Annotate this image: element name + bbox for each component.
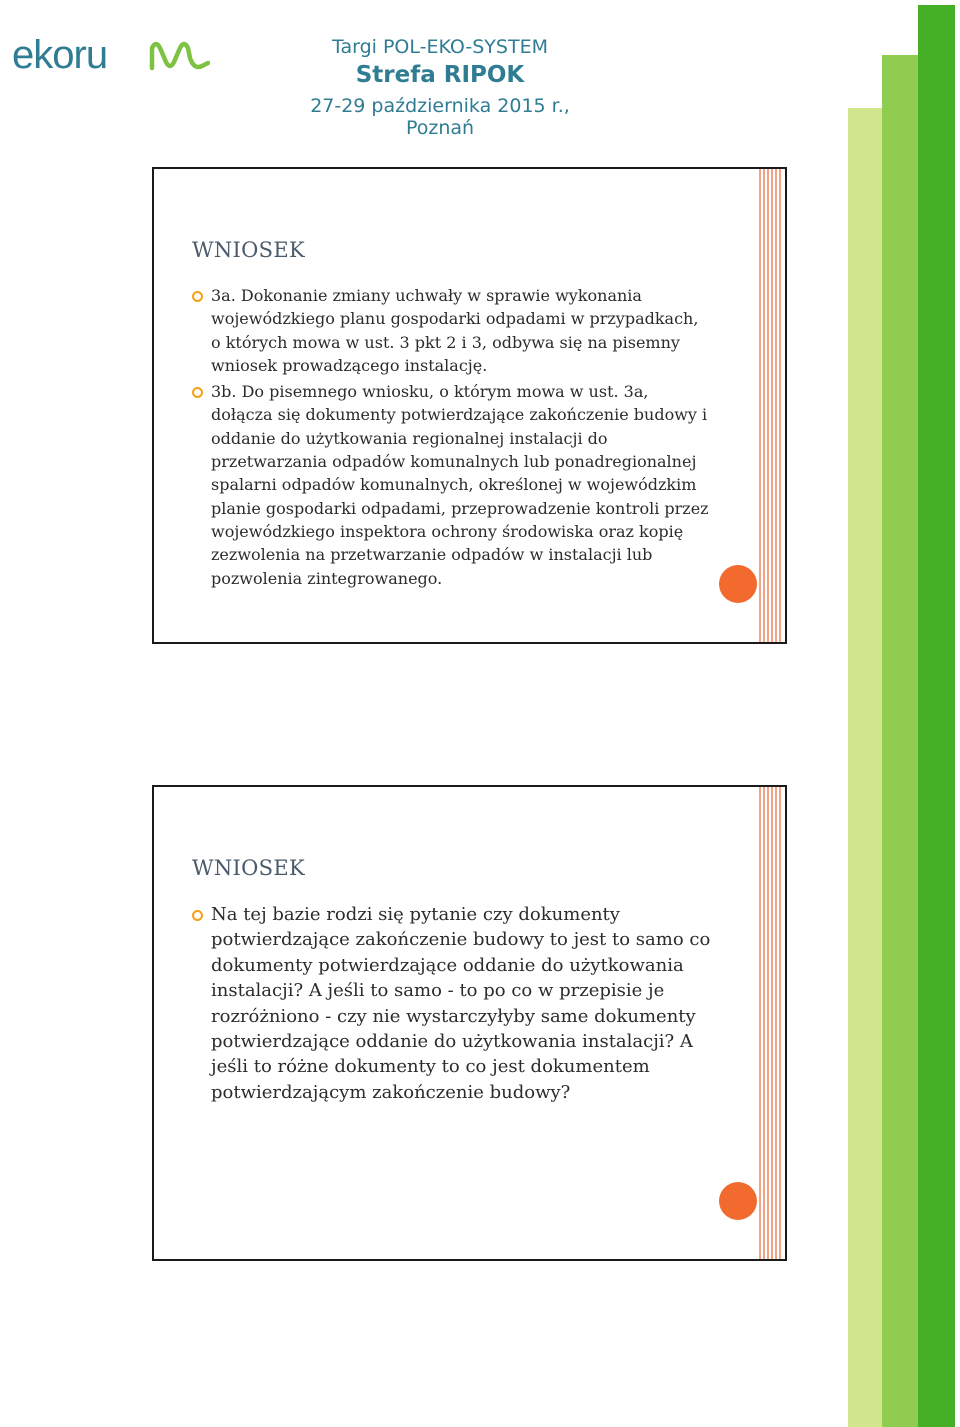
bullet-list bbox=[192, 902, 712, 1105]
bullet-list bbox=[192, 284, 712, 593]
bullet-text: 3b. Do pisemnego wniosku, o którym mowa w ust. 3a, dołącza się dokumenty potwierdzające zakończenie budowy i oddanie do użytkowania regionalnej instalacji do przetwarzania odpadów komunalnych lub ponadregionalnej spalarni odpadów komunalnych, określonej w wojewódzkim planie gospodarki odpadami, przeprowadzenie kontroli przez wojewódzkiego inspektora ochrony środowiska oraz kopię zezwolenia na przetwarzanie odpadów w instalacji lub pozwolenia zintegrowanego. bbox=[211, 382, 709, 588]
decor-bar-light bbox=[848, 108, 882, 1427]
decor-bar-dark bbox=[918, 5, 955, 1427]
list-item bbox=[192, 380, 712, 590]
bullet-circle-icon bbox=[192, 910, 203, 921]
slide-stripes bbox=[759, 169, 783, 642]
orange-dot-icon bbox=[719, 1182, 757, 1220]
event-name: Targi POL-EKO-SYSTEM bbox=[332, 36, 548, 58]
slide-stripes bbox=[759, 787, 783, 1259]
slide-title: WNIOSEK bbox=[192, 238, 305, 262]
event-date: 27-29 października 2015 r., Poznań bbox=[310, 95, 570, 139]
slide-title: WNIOSEK bbox=[192, 856, 305, 880]
svg-text:ekoru: ekoru bbox=[12, 33, 108, 77]
list-item bbox=[192, 902, 712, 1105]
event-zone: Strefa RIPOK bbox=[355, 62, 525, 88]
bullet-text: Na tej bazie rodzi się pytanie czy dokumenty potwierdzające zakończenie budowy to jest to samo co dokumenty potwierdzające oddanie do użytkowania instalacji? A jeśli to samo - to po co w przepisie je rozróżniono - czy nie wystarczyłyby same dokumenty potwierdzające oddanie do użytkowania instalacji? A jeśli to różne dokumenty to co jest dokumentem potwierdzającym zakończenie budowy? bbox=[211, 904, 711, 1103]
ekorum-logo bbox=[10, 30, 210, 80]
bullet-circle-icon bbox=[192, 291, 203, 302]
slide-1 bbox=[152, 167, 787, 644]
decor-bar-mid bbox=[882, 55, 918, 1427]
orange-dot-icon bbox=[719, 565, 757, 603]
bullet-circle-icon bbox=[192, 387, 203, 398]
slide-2 bbox=[152, 785, 787, 1261]
list-item bbox=[192, 284, 712, 377]
bullet-text: 3a. Dokonanie zmiany uchwały w sprawie wykonania wojewódzkiego planu gospodarki odpadami w przypadkach, o których mowa w ust. 3 pkt 2 i 3, odbywa się na pisemny wniosek prowadzącego instalację. bbox=[211, 286, 699, 375]
